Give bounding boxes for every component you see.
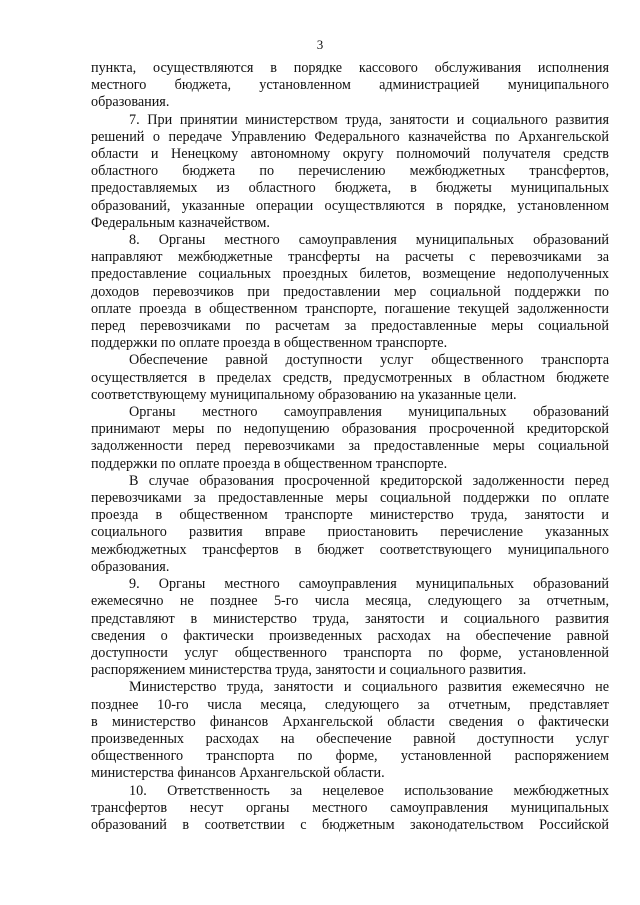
text-line: позднее 10-го числа месяца, следующего за отчетным, представляет: [91, 696, 609, 713]
text-line: пункта, осуществляются в порядке кассового обслуживания исполнения: [91, 60, 609, 76]
text-line: осуществляется в пределах средств, предусмотренных в областном бюджете: [91, 369, 609, 386]
text-line: Федеральным казначейством.: [91, 214, 270, 231]
text-line: произведенных расходах на обеспечение равной доступности услуг: [91, 730, 609, 747]
text-line: образования.: [91, 94, 170, 111]
text-line: В случае образования просроченной кредиторской задолженности перед: [129, 472, 609, 489]
text-line: Обеспечение равной доступности услуг общественного транспорта: [129, 352, 609, 369]
text-line: 8. Органы местного самоуправления муниципальных образований: [129, 232, 609, 249]
text-line: 7. При принятии министерством труда, занятости и социального развития: [129, 111, 609, 128]
text-line: представляют в министерство труда, занятости и социального развития: [91, 610, 609, 627]
text-line: в министерство финансов Архангельской области сведения о фактически: [91, 713, 609, 730]
text-line: 10. Ответственность за нецелевое использование межбюджетных: [129, 782, 609, 799]
text-line: поддержки по оплате проезда в общественном транспорте.: [91, 455, 448, 472]
document-body: [91, 60, 609, 834]
text-line: образования.: [91, 558, 170, 575]
text-line: Министерство труда, занятости и социального развития ежемесячно не: [129, 679, 609, 696]
text-line: ежемесячно не позднее 5-го числа месяца, следующего за отчетным,: [91, 593, 609, 610]
text-line: оплате проезда в общественном транспорте, погашение текущей задолженности: [91, 300, 609, 317]
text-line: Органы местного самоуправления муниципальных образований: [129, 404, 609, 421]
text-line: образований в соответствии с бюджетным законодательством Российской: [91, 816, 609, 833]
text-line: предоставление социальных проездных билетов, возмещение недополученных: [91, 266, 609, 283]
text-line: образований, указанные операции осуществляются в порядке, установленном: [91, 197, 609, 214]
text-line: направляют межбюджетные трансферты на расчеты с перевозчиками за: [91, 249, 609, 266]
text-line: областного бюджета по перечислению межбюджетных трансфертов,: [91, 163, 609, 180]
text-line: общественного транспорта по форме, установленной распоряжением: [91, 748, 609, 765]
text-line: области и Ненецкому автономному округу полномочий получателя средств: [91, 146, 609, 163]
text-line: социального развития вправе приостановить перечисление указанных: [91, 524, 609, 541]
page-number: 3: [316, 37, 324, 52]
text-line: проезда в общественном транспорте министерство труда, занятости и: [91, 507, 609, 524]
text-line: предоставляемых из областного бюджета, в бюджеты муниципальных: [91, 180, 609, 197]
text-line: задолженности перед перевозчиками за предоставленные меры социальной: [91, 438, 609, 455]
text-line: трансфертов несут органы местного самоуправления муниципальных: [91, 799, 609, 816]
text-line: 9. Органы местного самоуправления муниципальных образований: [129, 576, 609, 593]
text-line: сведения о фактически произведенных расходах на обеспечение равной: [91, 627, 609, 644]
text-line: доходов перевозчиков при предоставлении мер социальной поддержки по: [91, 283, 609, 300]
text-line: местного бюджета, установленном администрацией муниципального: [91, 77, 609, 94]
text-line: решений о передаче Управлению Федерального казначейства по Архангельской: [91, 128, 609, 145]
text-line: министерства финансов Архангельской области.: [91, 765, 385, 782]
text-line: перевозчиками за предоставленные меры социальной поддержки по оплате: [91, 490, 609, 507]
text-line: перед перевозчиками по расчетам за предоставленные меры социальной: [91, 318, 609, 335]
text-line: соответствующему муниципальному образованию на указанные цели.: [91, 386, 517, 403]
text-line: межбюджетных трансфертов в бюджет соответствующего муниципального: [91, 541, 609, 558]
text-line: доступности услуг общественного транспорта по форме, установленной: [91, 644, 609, 661]
text-line: принимают меры по недопущению образования просроченной кредиторской: [91, 421, 609, 438]
text-line: поддержки по оплате проезда в общественном транспорте.: [91, 335, 448, 352]
text-line: распоряжением министерства труда, занятости и социального развития.: [91, 662, 527, 679]
